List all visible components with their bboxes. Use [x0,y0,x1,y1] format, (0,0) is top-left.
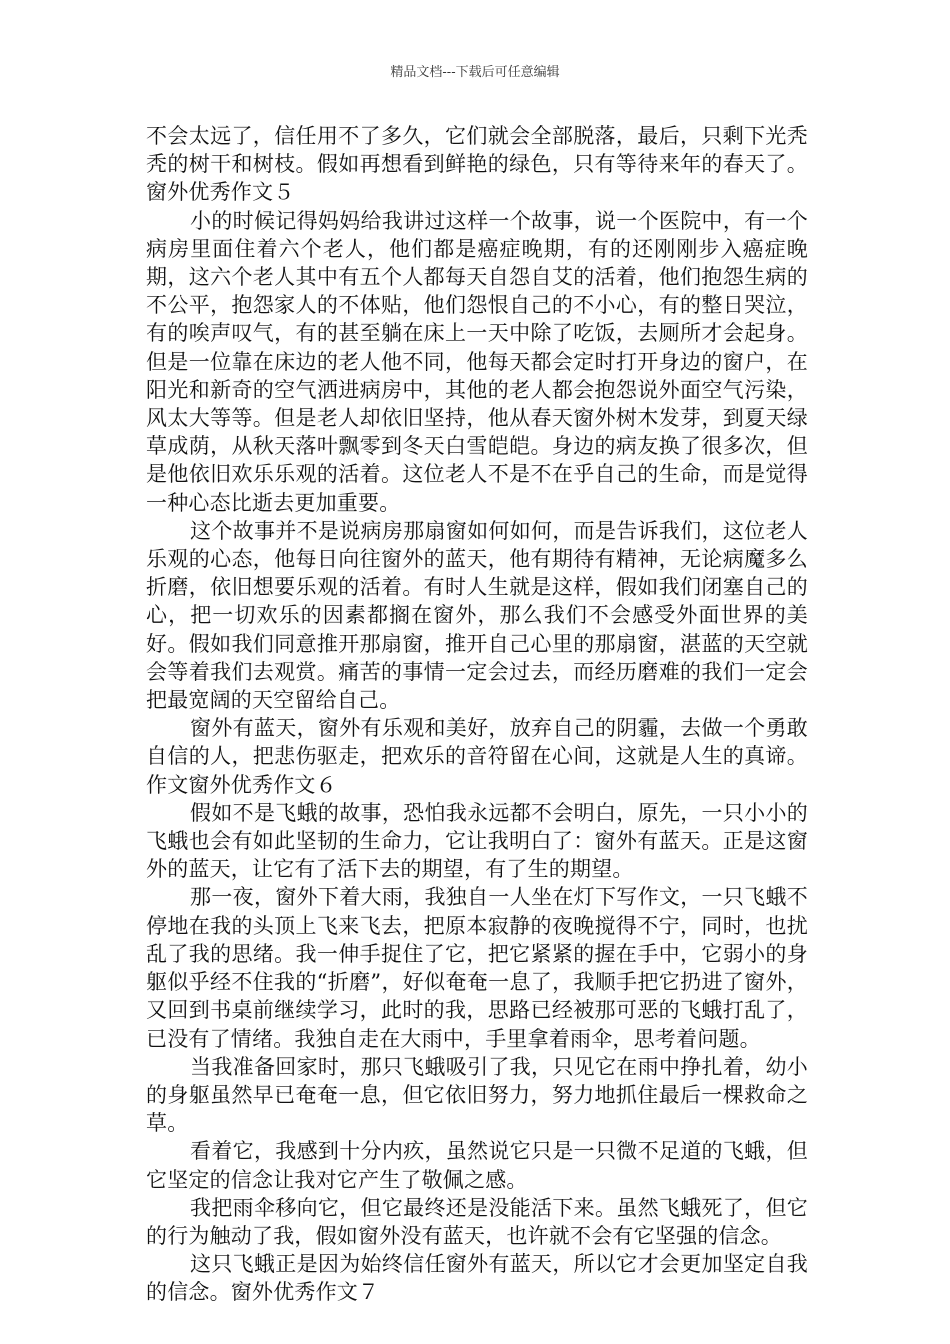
paragraph-6: 那一夜，窗外下着大雨，我独自一人坐在灯下写作文，一只飞蛾不停地在我的头顶上飞来飞去，把原本寂静的夜晚搅得不宁，同时，也扰乱了我的思绪。我一伸手捉住了它，把它紧紧的握在手中，它弱小的身躯似乎经不住我的“折磨”，好似奄奄一息了，我顺手把它扔进了窗外，又回到书桌前继续学习，此时的我，思路已经被那可恶的飞蛾打乱了，已没有了情绪。我独自走在大雨中，手里拿着雨伞，思考着问题。 [146,885,808,1051]
page-header: 精品文档---下载后可任意编辑 [390,65,560,80]
paragraph-1: 不会太远了，信任用不了多久，它们就会全部脱落，最后，只剩下光秃秃的树干和树枝。假如再想看到鲜艳的绿色，只有等待来年的春天了。窗外优秀作文５ [146,124,808,205]
paragraph-4: 窗外有蓝天，窗外有乐观和美好，放弃自己的阴霾，去做一个勇敢自信的人，把悲伤驱走，把欢乐的音符留在心间，这就是人生的真谛。作文窗外优秀作文６ [146,716,808,797]
paragraph-8: 看着它，我感到十分内疚，虽然说它只是一只微不足道的飞蛾，但它坚定的信念让我对它产生了敬佩之感。 [146,1139,808,1192]
paragraph-5: 假如不是飞蛾的故事，恐怕我永远都不会明白，原先，一只小小的飞蛾也会有如此坚韧的生命力，它让我明白了：窗外有蓝天。正是这窗外的蓝天，让它有了活下去的期望，有了生的期望。 [146,800,808,882]
paragraph-9: 我把雨伞移向它，但它最终还是没能活下来。虽然飞蛾死了，但它的行为触动了我，假如窗外没有蓝天，也许就不会有它坚强的信念。 [146,1195,808,1248]
paragraph-3: 这个故事并不是说病房那扇窗如何如何，而是告诉我们，这位老人乐观的心态，他每日向往窗外的蓝天，他有期待有精神，无论病魔多么折磨，依旧想要乐观的活着。有时人生就是这样，假如我们闭塞自己的心，把一切欢乐的因素都搁在窗外，那么我们不会感受外面世界的美好。假如我们同意推开那扇窗，推开自己心里的那扇窗，湛蓝的天空就会等着我们去观赏。痛苦的事情一定会过去，而经历磨难的我们一定会把最宽阔的天空留给自己。 [146,518,808,713]
paragraph-2: 小的时候记得妈妈给我讲过这样一个故事，说一个医院中，有一个病房里面住着六个老人，他们都是癌症晚期，有的还刚刚步入癌症晚期，这六个老人其中有五个人都每天自怨自艾的活着，他们抱怨生病的不公平，抱怨家人的不体贴，他们怨恨自己的不小心，有的整日哭泣，有的唉声叹气，有的甚至躺在床上一天中除了吃饭，去厕所才会起身。但是一位靠在床边的老人他不同，他每天都会定时打开身边的窗户，在阳光和新奇的空气洒进病房中，其他的老人都会抱怨说外面空气污染，风太大等等。但是老人却依旧坚持，他从春天窗外树木发芽，到夏天绿草成荫，从秋天落叶飘零到冬天白雪皑皑。身边的病友换了很多次，但是他依旧欢乐乐观的活着。这位老人不是不在乎自己的生命，而是觉得一种心态比逝去更加重要。 [146,208,808,515]
document-body [146,122,808,1307]
paragraph-10: 这只飞蛾正是因为始终信任窗外有蓝天，所以它才会更加坚定自我的信念。窗外优秀作文７ [146,1252,808,1305]
paragraph-7: 当我准备回家时，那只飞蛾吸引了我，只见它在雨中挣扎着，幼小的身躯虽然早已奄奄一息，但它依旧努力，努力地抓住最后一棵救命之草。 [146,1054,808,1136]
